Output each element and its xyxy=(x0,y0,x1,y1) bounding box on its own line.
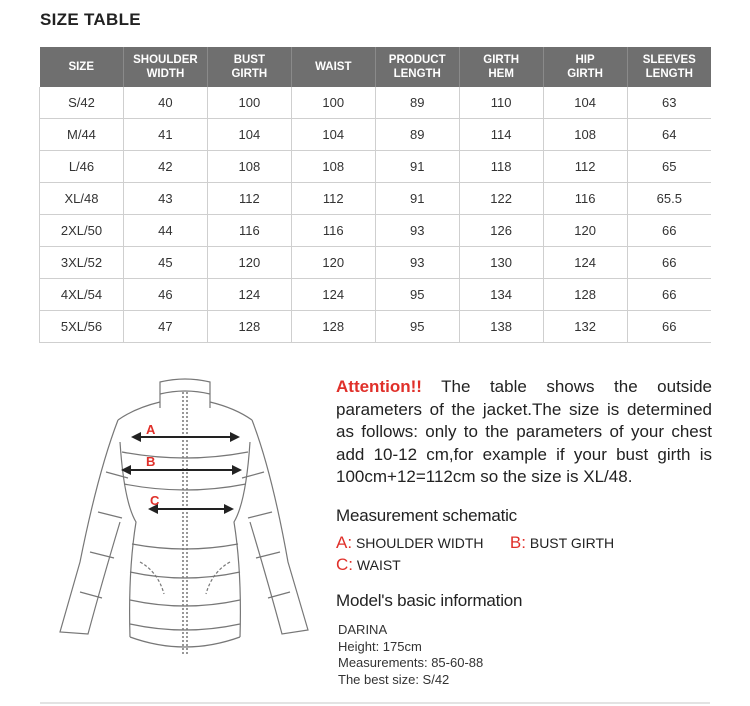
model-best-size: The best size: S/42 xyxy=(338,671,450,687)
attention-label: Attention!! xyxy=(336,377,422,396)
header-product-length: PRODUCT LENGTH xyxy=(375,47,459,87)
page-title: SIZE TABLE xyxy=(40,10,141,29)
table-cell: 104 xyxy=(291,119,375,151)
table-cell: 3XL/52 xyxy=(40,247,124,279)
table-header-row xyxy=(40,47,712,87)
table-cell: 120 xyxy=(291,247,375,279)
table-cell: 108 xyxy=(207,151,291,183)
table-cell: 65 xyxy=(627,151,711,183)
table-cell: 116 xyxy=(291,215,375,247)
table-cell: 43 xyxy=(123,183,207,215)
header-hip-girth: HIP GIRTH xyxy=(543,47,627,87)
table-cell: 128 xyxy=(543,279,627,311)
table-cell: XL/48 xyxy=(40,183,124,215)
table-cell: 89 xyxy=(375,87,459,119)
table-cell: 110 xyxy=(459,87,543,119)
table-cell: 45 xyxy=(123,247,207,279)
table-cell: 40 xyxy=(123,87,207,119)
table-cell: 108 xyxy=(291,151,375,183)
header-bust-girth: BUST GIRTH xyxy=(207,47,291,87)
marker-c: C xyxy=(150,493,160,508)
model-name: DARINA xyxy=(338,622,388,637)
table-cell: M/44 xyxy=(40,119,124,151)
table-row xyxy=(40,247,712,279)
model-measurements: Measurements: 85-60-88 xyxy=(338,655,484,670)
table-cell: 122 xyxy=(459,183,543,215)
bottom-divider xyxy=(40,702,710,704)
header-shoulder-width: SHOULDER WIDTH xyxy=(123,47,207,87)
table-row xyxy=(40,311,712,343)
header-sleeves-length: SLEEVES LENGTH xyxy=(627,47,711,87)
table-cell: 95 xyxy=(375,279,459,311)
table-cell: 93 xyxy=(375,247,459,279)
table-cell: 66 xyxy=(627,279,711,311)
table-cell: 112 xyxy=(543,151,627,183)
attention-note xyxy=(336,376,712,489)
header-size: SIZE xyxy=(40,47,124,87)
table-cell: 91 xyxy=(375,151,459,183)
table-row xyxy=(40,215,712,247)
table-cell: 118 xyxy=(459,151,543,183)
table-cell: 66 xyxy=(627,215,711,247)
marker-a: A xyxy=(146,422,156,437)
table-cell: 65.5 xyxy=(627,183,711,215)
legend-item-c: C: WAIST xyxy=(336,555,401,574)
table-cell: 64 xyxy=(627,119,711,151)
table-cell: 114 xyxy=(459,119,543,151)
table-cell: 66 xyxy=(627,311,711,343)
table-cell: 132 xyxy=(543,311,627,343)
table-cell: 89 xyxy=(375,119,459,151)
table-cell: 104 xyxy=(207,119,291,151)
table-row xyxy=(40,119,712,151)
schematic-title: Measurement schematic xyxy=(336,506,517,525)
table-cell: 138 xyxy=(459,311,543,343)
table-cell: 4XL/54 xyxy=(40,279,124,311)
jacket-diagram xyxy=(40,372,330,672)
legend-item-a: A: SHOULDER WIDTH xyxy=(336,533,484,552)
table-cell: L/46 xyxy=(40,151,124,183)
table-cell: 134 xyxy=(459,279,543,311)
table-cell: 41 xyxy=(123,119,207,151)
table-row xyxy=(40,151,712,183)
table-cell: 130 xyxy=(459,247,543,279)
table-row xyxy=(40,279,712,311)
table-row xyxy=(40,87,712,119)
table-cell: 91 xyxy=(375,183,459,215)
table-cell: 66 xyxy=(627,247,711,279)
schematic-row-1 xyxy=(336,533,614,553)
table-cell: 112 xyxy=(207,183,291,215)
header-girth-hem: GIRTH HEM xyxy=(459,47,543,87)
table-cell: 108 xyxy=(543,119,627,151)
table-cell: 104 xyxy=(543,87,627,119)
size-table xyxy=(39,47,711,343)
table-cell: 112 xyxy=(291,183,375,215)
table-cell: 124 xyxy=(543,247,627,279)
table-cell: 128 xyxy=(207,311,291,343)
schematic-row-2 xyxy=(336,555,401,575)
legend-item-b: B: BUST GIRTH xyxy=(509,533,615,552)
header-waist: WAIST xyxy=(291,47,375,87)
model-height: Height: 175cm xyxy=(338,638,422,654)
table-cell: 44 xyxy=(123,215,207,247)
table-cell: S/42 xyxy=(40,87,124,119)
table-cell: 5XL/56 xyxy=(40,311,124,343)
table-cell: 124 xyxy=(291,279,375,311)
table-cell: 120 xyxy=(207,247,291,279)
table-cell: 100 xyxy=(207,87,291,119)
table-cell: 128 xyxy=(291,311,375,343)
table-cell: 116 xyxy=(207,215,291,247)
model-title: Model's basic information xyxy=(336,591,523,610)
table-cell: 63 xyxy=(627,87,711,119)
table-cell: 124 xyxy=(207,279,291,311)
marker-b: B xyxy=(146,454,156,469)
table-row xyxy=(40,183,712,215)
table-cell: 46 xyxy=(123,279,207,311)
table-cell: 120 xyxy=(543,215,627,247)
table-cell: 42 xyxy=(123,151,207,183)
table-cell: 93 xyxy=(375,215,459,247)
table-cell: 100 xyxy=(291,87,375,119)
table-cell: 47 xyxy=(123,311,207,343)
table-cell: 116 xyxy=(543,183,627,215)
model-info xyxy=(338,622,483,688)
table-cell: 126 xyxy=(459,215,543,247)
table-cell: 95 xyxy=(375,311,459,343)
table-cell: 2XL/50 xyxy=(40,215,124,247)
attention-text: The table shows the outside parameters of the jacket.The size is determined as follows: only to the parameters of your chest add 10-12 cm,for example if your bust girth is 100cm+12=112cm so the size is XL/48. xyxy=(336,377,712,486)
jacket-outline xyxy=(60,379,308,654)
